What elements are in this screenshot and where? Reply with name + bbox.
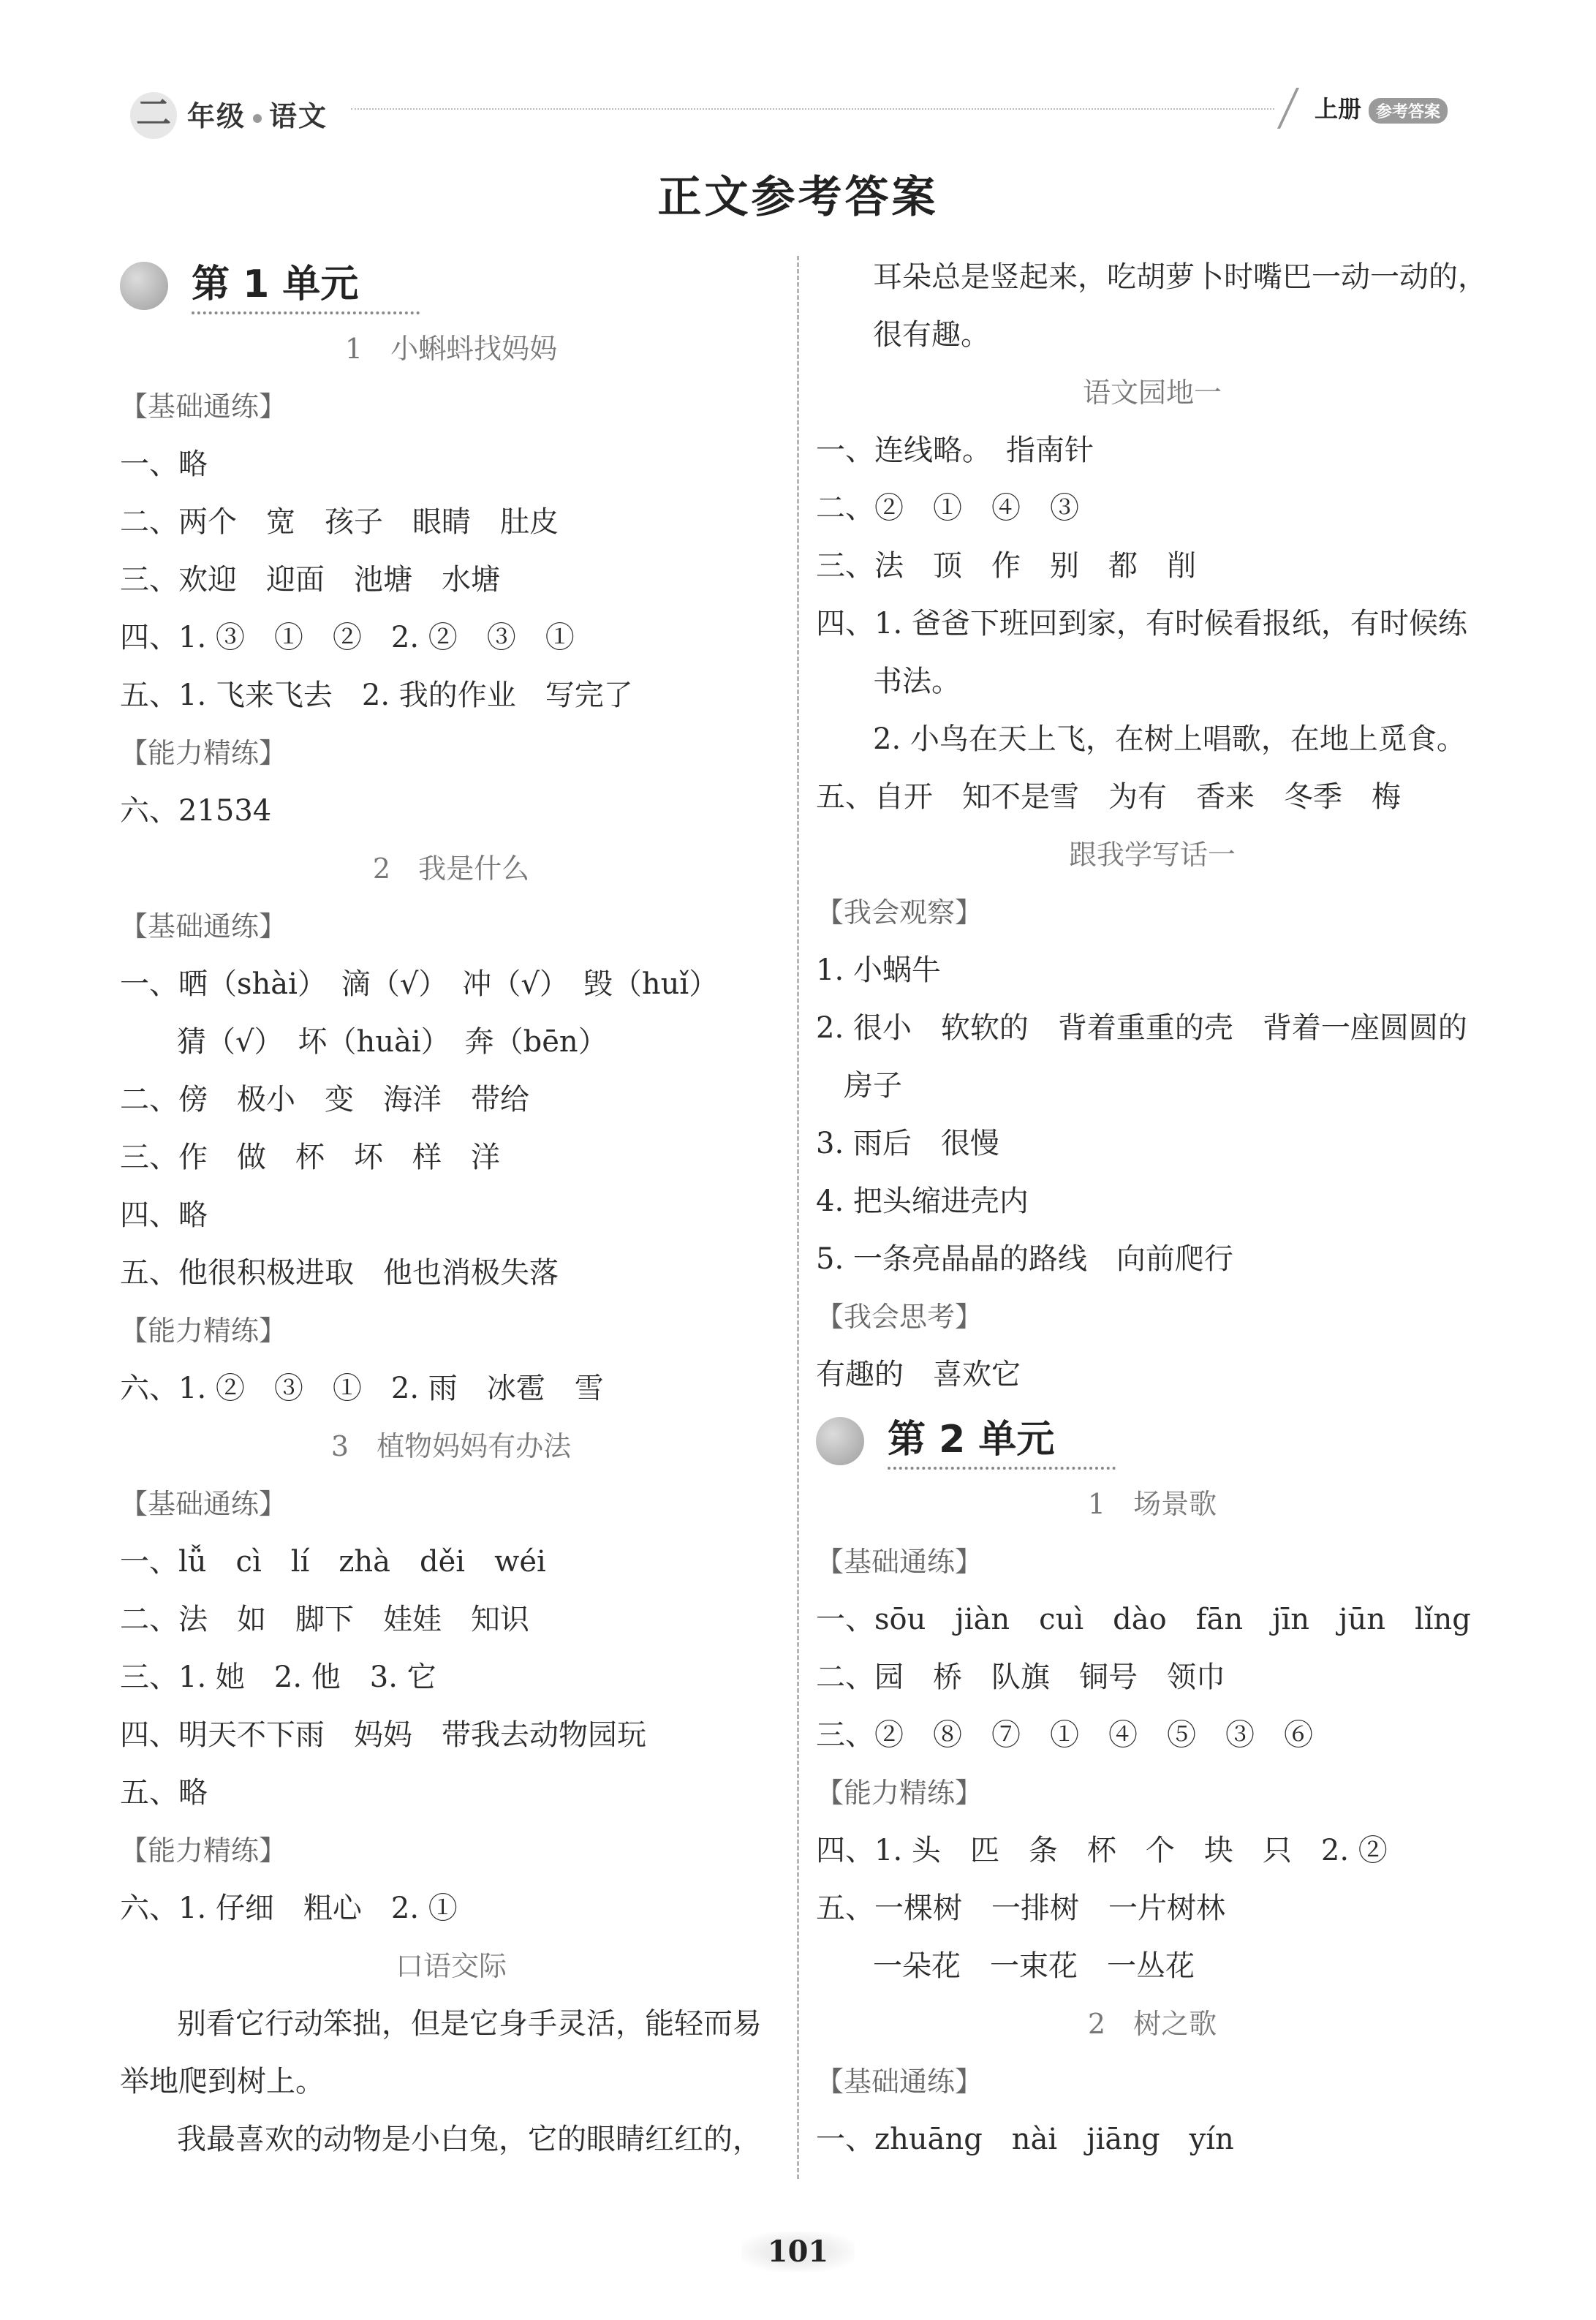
section-label: 【我会观察】 — [816, 896, 983, 929]
answer-line: 五、1. 飞来飞去 2. 我的作业 写完了 — [120, 679, 633, 712]
section-label: 【能力精练】 — [120, 1835, 287, 1867]
lesson-title: 2 树之歌 — [1087, 2008, 1217, 2040]
answer-line: 三、1. 她 2. 他 3. 它 — [120, 1660, 436, 1694]
answer-paragraph: 别看它行动笨拙，但是它身手灵活，能轻而易举地爬到树上。 — [120, 2007, 762, 2098]
lesson-title: 1 场景歌 — [1087, 1488, 1217, 1520]
answer-line: 5. 一条亮晶晶的路线 向前爬行 — [816, 1242, 1233, 1276]
answer-line: 耳朵总是竖起来，吃胡萝卜时嘴巴一动一动的， — [873, 260, 1487, 294]
lesson-title: 语文园地一 — [1082, 377, 1222, 409]
unit-heading: 第 1 单元 — [120, 249, 782, 320]
answer-line: 很有趣。 — [873, 318, 990, 352]
right-column — [816, 249, 1489, 2169]
answer-line: 2. 小鸟在天上飞，在树上唱歌，在地上觅食。 — [873, 722, 1466, 756]
left-column — [120, 249, 782, 2169]
lesson-title: 3 植物妈妈有办法 — [330, 1430, 572, 1462]
column-divider — [797, 256, 799, 2179]
answer-line: 一、lǚ cì lí zhà děi wéi — [120, 1545, 546, 1579]
answer-line: 二、法 如 脚下 娃娃 知识 — [120, 1603, 529, 1636]
answer-line: 二、② ① ④ ③ — [816, 491, 1079, 525]
section-label: 【基础通练】 — [120, 1488, 287, 1520]
answer-line: 五、他很积极进取 他也消极失落 — [120, 1256, 559, 1290]
unit-ball-icon — [120, 262, 168, 310]
answer-line: 四、略 — [120, 1198, 208, 1232]
section-label: 【我会思考】 — [816, 1301, 983, 1333]
answer-line: 三、法 顶 作 别 都 削 — [816, 549, 1196, 583]
lesson-title: 2 我是什么 — [372, 853, 530, 885]
volume-label: 上册 — [1315, 95, 1362, 123]
answer-line: 四、1. 爸爸下班回到家，有时候看报纸，有时候练 — [816, 607, 1467, 641]
answer-line: 二、两个 宽 孩子 眼睛 肚皮 — [120, 505, 559, 539]
answer-line: 四、明天不下雨 妈妈 带我去动物园玩 — [120, 1718, 646, 1752]
section-label: 【能力精练】 — [120, 737, 287, 769]
answer-line: 一、晒（shài） 滴（√） 冲（√） 毁（huǐ） — [120, 967, 719, 1001]
answer-line: 五、略 — [120, 1776, 208, 1810]
answer-badge: 参考答案 — [1369, 98, 1448, 124]
lesson-title: 口语交际 — [395, 1950, 507, 1982]
page-title: 正文参考答案 — [657, 172, 939, 223]
lesson-title: 跟我学写话一 — [1068, 839, 1236, 871]
answer-paragraph: 我最喜欢的动物是小白兔，它的眼睛红红的， — [177, 2123, 762, 2156]
answer-line: 二、园 桥 队旗 铜号 领巾 — [816, 1660, 1225, 1694]
answer-line: 四、1. 头 匹 条 杯 个 块 只 2. ② — [816, 1834, 1388, 1867]
grade-label: 年级 — [187, 100, 246, 132]
grade-subject — [187, 94, 328, 134]
answer-line: 4. 把头缩进壳内 — [816, 1184, 1029, 1218]
answer-line: 六、1. ② ③ ① 2. 雨 冰雹 雪 — [120, 1372, 604, 1405]
section-label: 【基础通练】 — [120, 910, 287, 942]
section-label: 【基础通练】 — [120, 390, 287, 423]
section-label: 【基础通练】 — [816, 1546, 983, 1578]
answer-line: 五、一棵树 一排树 一片树林 — [816, 1892, 1225, 1925]
unit-heading: 第 2 单元 — [816, 1404, 1489, 1475]
answer-line: 一、略 — [120, 447, 208, 481]
answer-line: 二、傍 极小 变 海洋 带给 — [120, 1083, 529, 1116]
answer-line: 一、sōu jiàn cuì dào fān jīn jūn lǐng — [816, 1603, 1471, 1636]
header-slash — [1277, 88, 1299, 129]
answer-line: 四、1. ③ ① ② 2. ② ③ ① — [120, 621, 575, 654]
answer-line: 六、1. 仔细 粗心 2. ① — [120, 1892, 458, 1925]
answer-line: 书法。 — [873, 665, 961, 698]
page-number: 101 — [0, 2232, 1596, 2272]
lesson-title: 1 小蝌蚪找妈妈 — [344, 333, 558, 365]
answer-line: 三、作 做 杯 坏 样 洋 — [120, 1141, 500, 1174]
header-rule — [351, 108, 1274, 110]
separator-dot — [253, 114, 262, 123]
grade-badge: 二 — [130, 92, 177, 139]
answer-line: 有趣的 喜欢它 — [816, 1358, 1021, 1391]
answer-line: 1. 小蜗牛 — [816, 953, 941, 987]
answer-line: 一、连线略。 指南针 — [816, 434, 1094, 467]
answer-line: 五、自开 知不是雪 为有 香来 冬季 梅 — [816, 780, 1401, 814]
answer-line: 猜（√） 坏（huài） 奔（bēn） — [177, 1025, 608, 1059]
answer-line: 3. 雨后 很慢 — [816, 1127, 999, 1160]
section-label: 【能力精练】 — [816, 1777, 983, 1809]
section-label: 【能力精练】 — [120, 1315, 287, 1347]
answer-line: 一朵花 一束花 一丛花 — [873, 1949, 1195, 1983]
answer-line: 六、21534 — [120, 794, 272, 828]
answer-line: 三、② ⑧ ⑦ ① ④ ⑤ ③ ⑥ — [816, 1718, 1313, 1752]
unit-ball-icon — [816, 1417, 864, 1465]
answer-line: 一、zhuāng nài jiāng yín — [816, 2123, 1234, 2156]
answer-line: 三、欢迎 迎面 池塘 水塘 — [120, 563, 500, 597]
header-volume — [1315, 91, 1448, 124]
section-label: 【基础通练】 — [816, 2066, 983, 2098]
subject-label: 语文 — [269, 100, 328, 132]
answer-line: 2. 很小 软软的 背着重重的壳 背着一座圆圆的 — [816, 1011, 1467, 1045]
answer-line: 房子 — [844, 1069, 902, 1103]
